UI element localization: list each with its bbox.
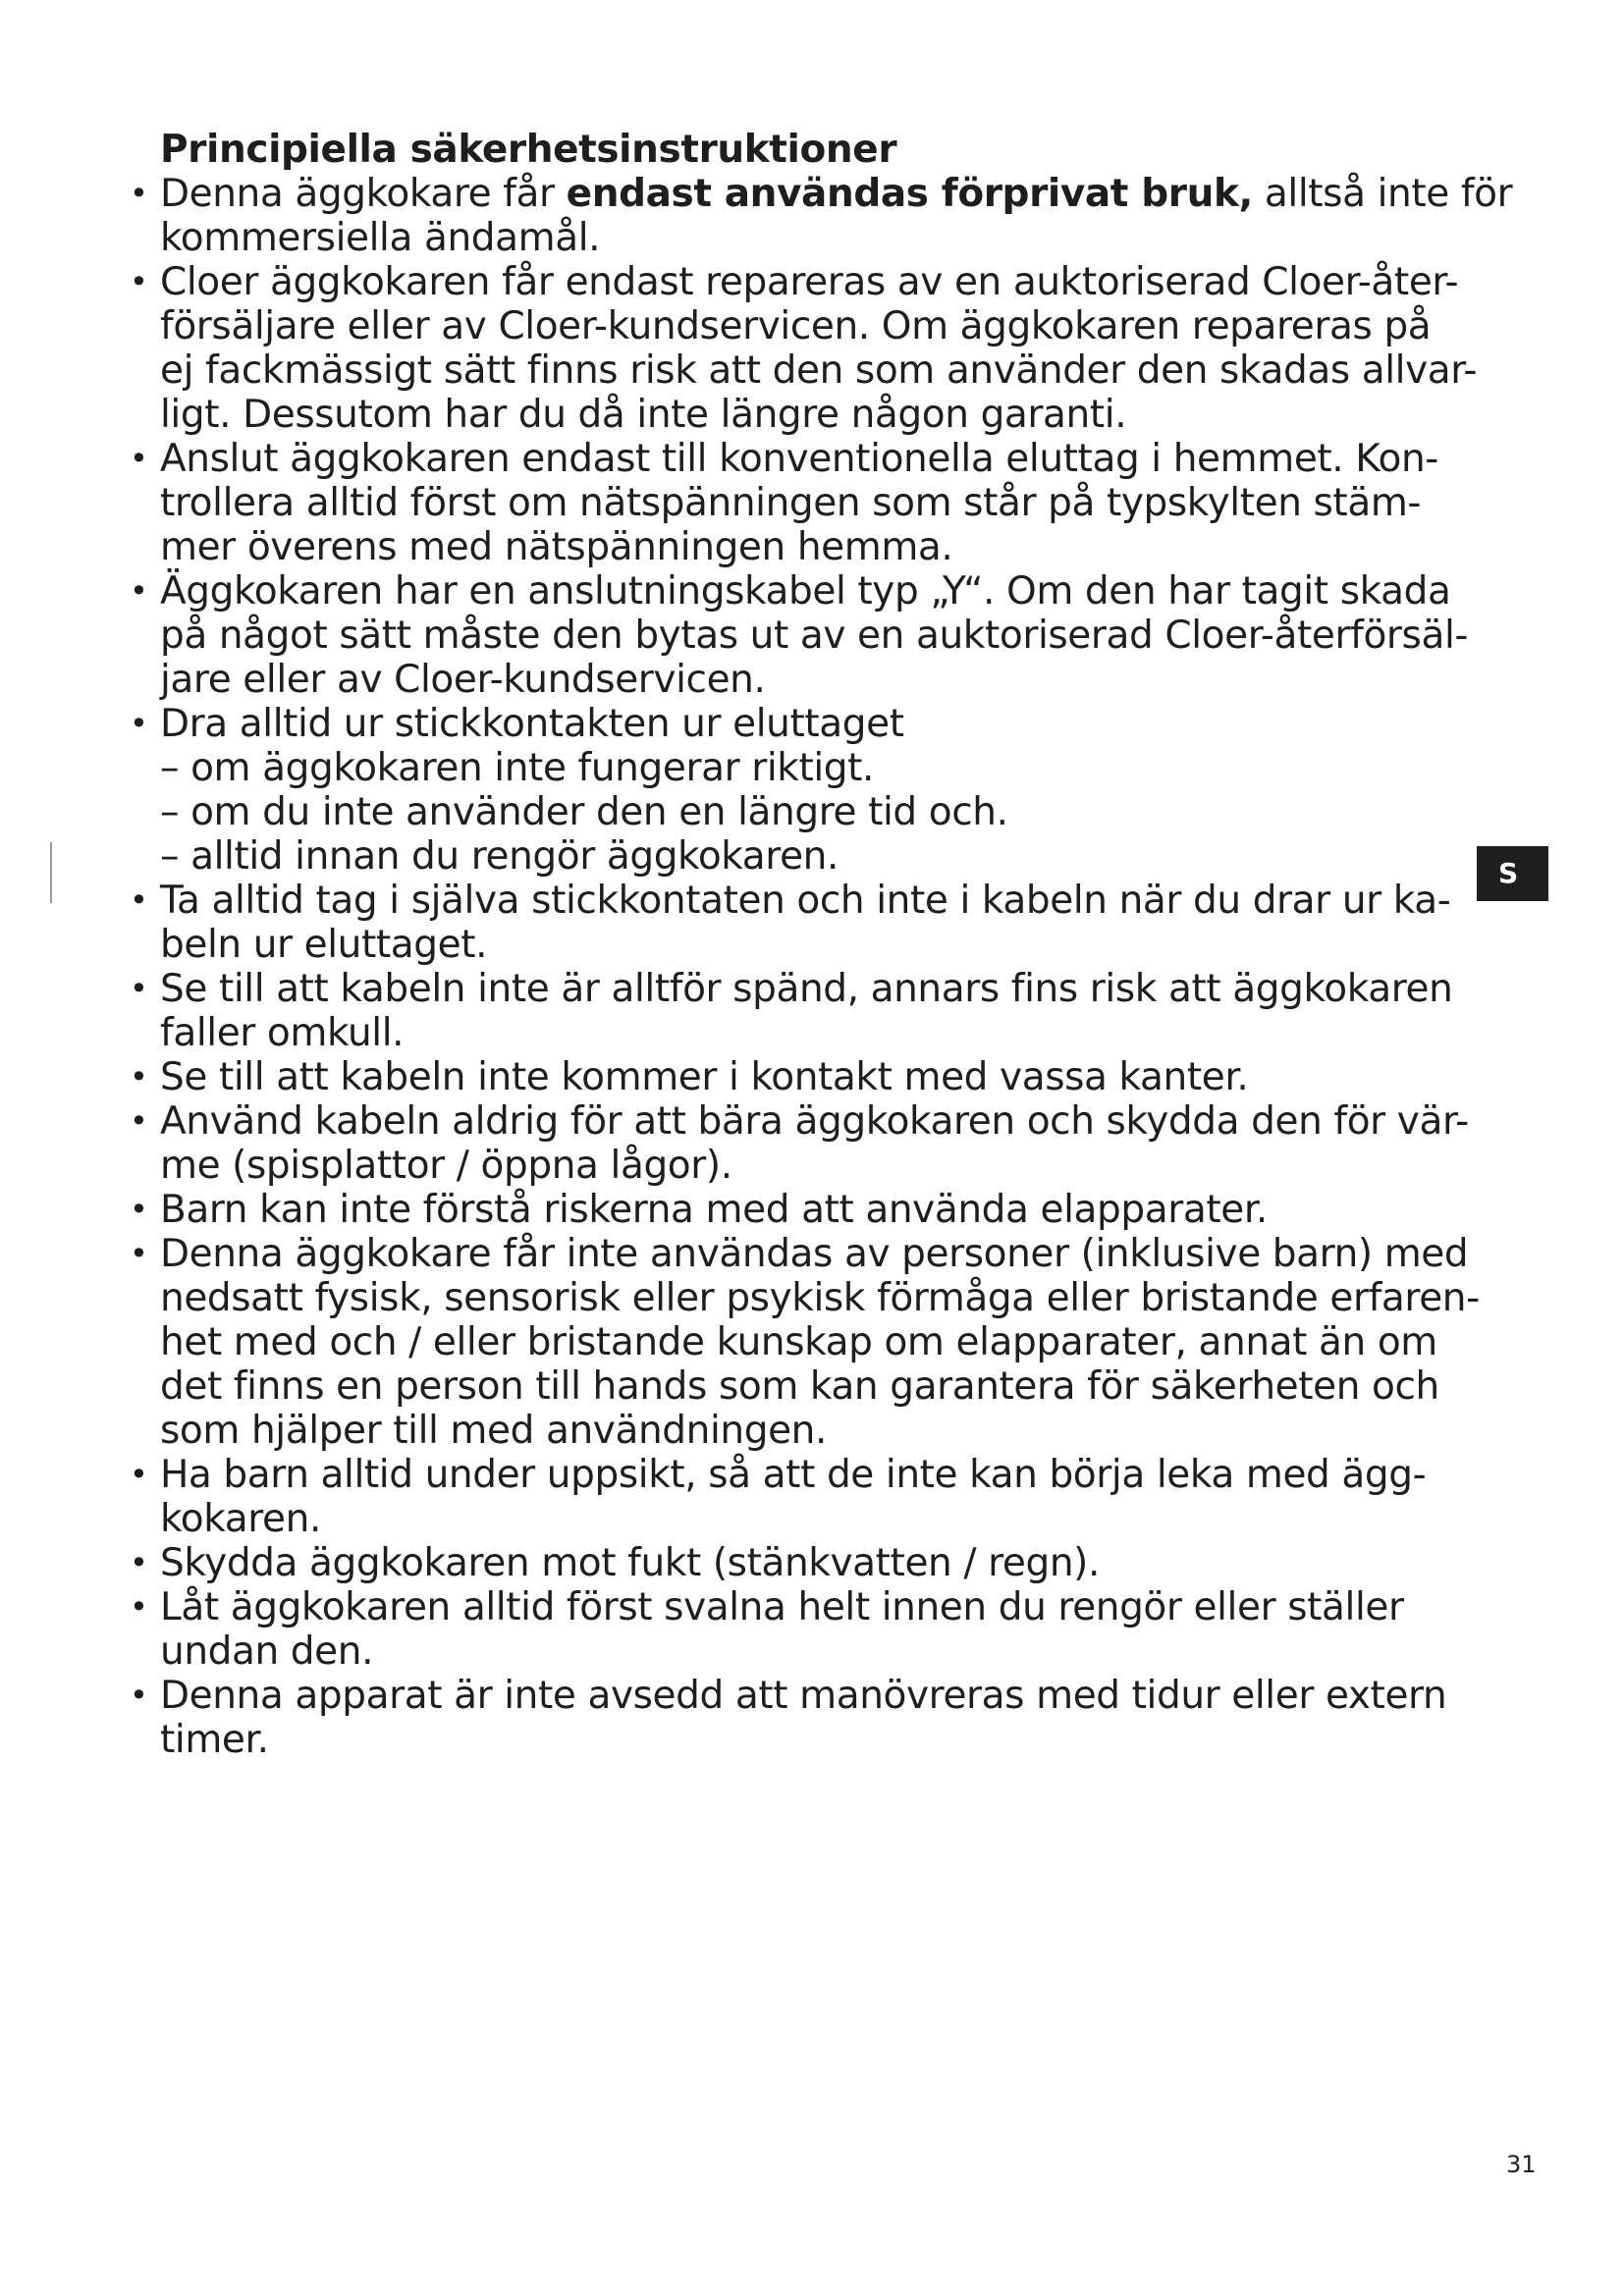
text-line: – om du inte använder den en längre tid och. bbox=[160, 790, 1008, 834]
text-line: mer överens med nätspänningen hemma. bbox=[160, 525, 953, 569]
text-line: jare eller av Cloer-kundservicen. bbox=[160, 658, 766, 702]
text-line: Ta alltid tag i själva stickkontaten och inte i kabeln när du drar ur ka- bbox=[160, 879, 1451, 923]
text-line: Se till att kabeln inte kommer i kontakt med vassa kanter. bbox=[160, 1055, 1249, 1099]
text-line: het med och / eller bristande kunskap om elapparater, annat än om bbox=[160, 1320, 1437, 1364]
text-line: Barn kan inte förstå riskerna med att använda elapparater. bbox=[160, 1188, 1268, 1232]
bullet-dot: • bbox=[130, 1058, 148, 1095]
text-segment: Denna äggkokare får bbox=[160, 172, 567, 216]
language-tab: S bbox=[1477, 846, 1548, 901]
bullet-item bbox=[130, 437, 1495, 569]
text-line: undan den. bbox=[160, 1629, 374, 1674]
text-line: kommersiella ändamål. bbox=[160, 216, 601, 260]
bullet-item bbox=[130, 1674, 1495, 1762]
text-line: faller omkull. bbox=[160, 1011, 405, 1055]
bullet-dot: • bbox=[130, 1544, 148, 1581]
bullet-dot: • bbox=[130, 1102, 148, 1140]
bullet-dot: • bbox=[130, 175, 148, 212]
bullet-dot: • bbox=[130, 705, 148, 742]
text-line: som hjälper till med användningen. bbox=[160, 1409, 827, 1453]
bullet-item bbox=[130, 1099, 1495, 1188]
text-line: beln ur eluttaget. bbox=[160, 923, 488, 967]
bullet-item bbox=[130, 1232, 1495, 1453]
text-line bbox=[160, 172, 1513, 216]
text-line: me (spisplattor / öppna lågor). bbox=[160, 1144, 732, 1188]
text-line: Dra alltid ur stickkontakten ur eluttaget bbox=[160, 702, 904, 746]
bullet-dot: • bbox=[130, 1191, 148, 1228]
safety-instructions bbox=[130, 128, 1513, 1762]
text-line: – om äggkokaren inte fungerar riktigt. bbox=[160, 746, 875, 790]
text-line: på något sätt måste den bytas ut av en auktoriserad Cloer-återförsäl- bbox=[160, 614, 1469, 658]
text-line: nedsatt fysisk, sensorisk eller psykisk förmåga eller bristande erfaren- bbox=[160, 1276, 1480, 1320]
text-line: kokaren. bbox=[160, 1497, 321, 1541]
bullet-item bbox=[130, 260, 1495, 437]
bullet-dot: • bbox=[130, 1456, 148, 1493]
section-heading: Principiella säkerhetsinstruktioner bbox=[160, 128, 897, 172]
bullet-dot: • bbox=[130, 1588, 148, 1626]
bullet-item bbox=[130, 702, 1495, 879]
text-line: Denna apparat är inte avsedd att manövreras med tidur eller extern bbox=[160, 1674, 1447, 1718]
text-line: timer. bbox=[160, 1718, 269, 1762]
text-line: Denna äggkokare får inte användas av personer (inklusive barn) med bbox=[160, 1232, 1469, 1276]
crop-mark bbox=[50, 842, 52, 903]
text-line: det finns en person till hands som kan garantera för säkerheten och bbox=[160, 1364, 1439, 1409]
emphasis-text: endast användas förprivat bruk, bbox=[566, 172, 1253, 216]
text-line: – alltid innan du rengör äggkokaren. bbox=[160, 834, 839, 879]
bullet-item bbox=[130, 1585, 1495, 1674]
bullet-dot: • bbox=[130, 572, 148, 610]
text-line: Ha barn alltid under uppsikt, så att de inte kan börja leka med ägg- bbox=[160, 1453, 1427, 1497]
bullet-list bbox=[130, 172, 1513, 1762]
text-line: ligt. Dessutom har du då inte längre någon garanti. bbox=[160, 393, 1127, 437]
bullet-item bbox=[130, 569, 1495, 702]
text-line: försäljare eller av Cloer-kundservicen. Om äggkokaren repareras på bbox=[160, 304, 1432, 348]
text-line: Äggkokaren har en anslutningskabel typ „Y“. Om den har tagit skada bbox=[160, 569, 1451, 614]
bullet-item bbox=[130, 1055, 1495, 1099]
bullet-item bbox=[130, 1188, 1495, 1232]
text-line: Skydda äggkokaren mot fukt (stänkvatten / regn). bbox=[160, 1541, 1100, 1585]
bullet-item bbox=[130, 1453, 1495, 1541]
bullet-item bbox=[130, 1541, 1495, 1585]
bullet-dot: • bbox=[130, 263, 148, 300]
bullet-item bbox=[130, 967, 1495, 1055]
text-line: ej fackmässigt sätt finns risk att den som använder den skadas allvar- bbox=[160, 348, 1478, 393]
bullet-dot: • bbox=[130, 1235, 148, 1272]
page-number: 31 bbox=[1506, 2151, 1537, 2178]
text-line: Anslut äggkokaren endast till konventionella eluttag i hemmet. Kon- bbox=[160, 437, 1438, 481]
text-line: Cloer äggkokaren får endast repareras av en auktoriserad Cloer-åter- bbox=[160, 260, 1459, 304]
text-line: trollera alltid först om nätspänningen som står på typskylten stäm- bbox=[160, 481, 1422, 525]
text-line: Låt äggkokaren alltid först svalna helt innen du rengör eller ställer bbox=[160, 1585, 1404, 1629]
bullet-dot: • bbox=[130, 970, 148, 1007]
text-line: Använd kabeln aldrig för att bära äggkokaren och skydda den för vär- bbox=[160, 1099, 1469, 1144]
bullet-item bbox=[130, 879, 1495, 967]
bullet-dot: • bbox=[130, 881, 148, 919]
bullet-item bbox=[130, 172, 1513, 260]
text-segment: alltså inte för bbox=[1252, 172, 1513, 216]
text-line: Se till att kabeln inte är alltför spänd, annars fins risk att äggkokaren bbox=[160, 967, 1453, 1011]
bullet-dot: • bbox=[130, 440, 148, 477]
bullet-dot: • bbox=[130, 1677, 148, 1714]
